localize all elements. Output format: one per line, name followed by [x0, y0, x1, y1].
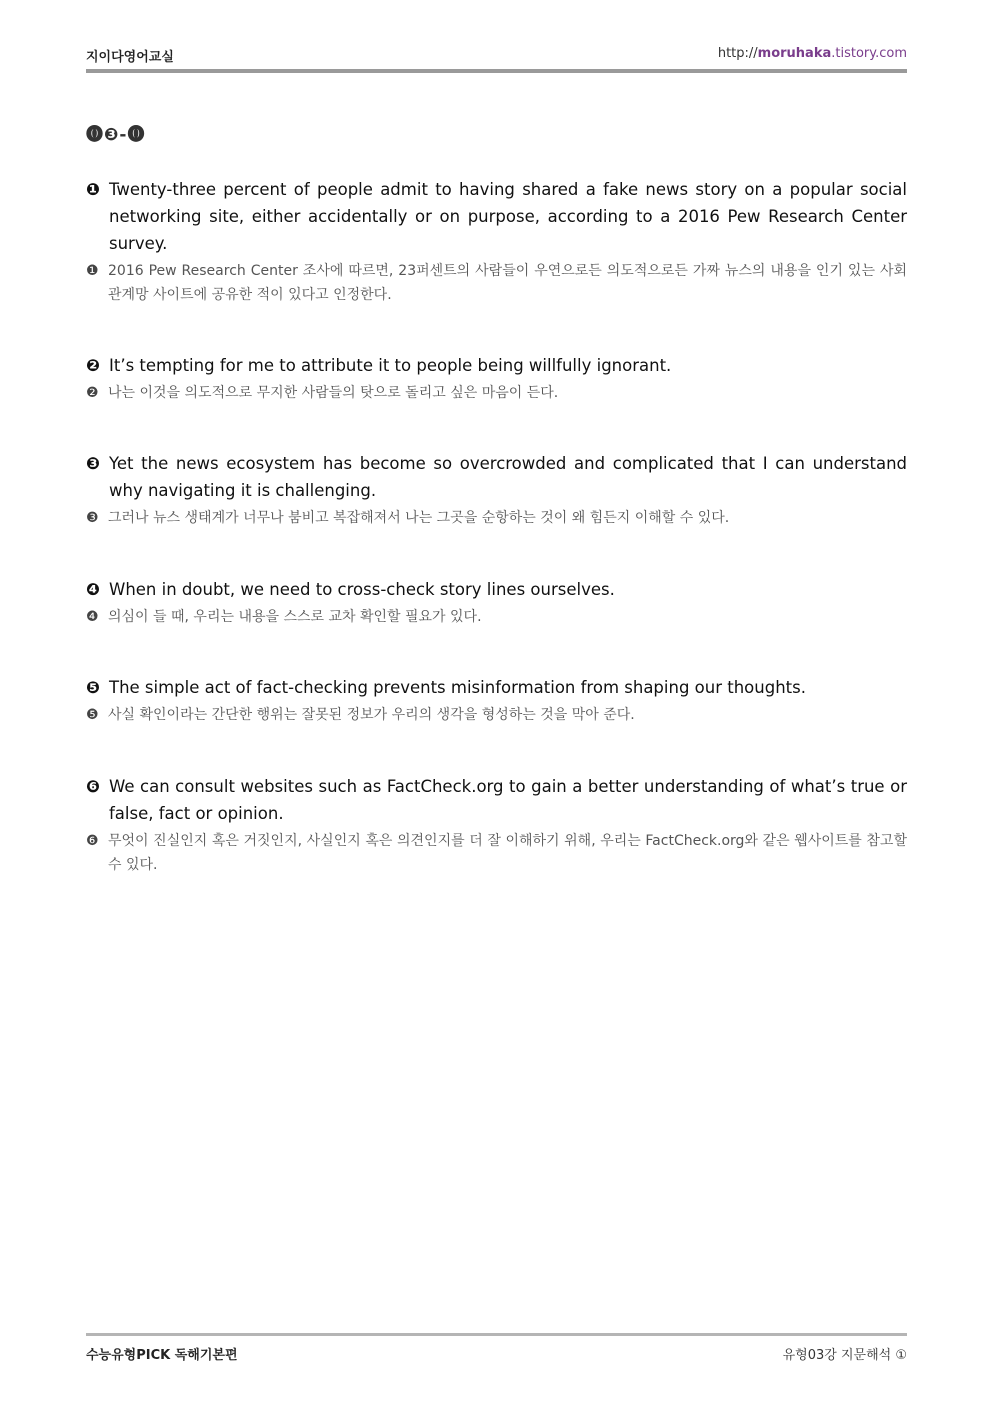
english-text: Yet the news ecosystem has become so overcrowded and complicated that I can understand why navigating it is challenging.	[109, 454, 907, 500]
sentence-number: ❷	[86, 356, 100, 375]
korean-text: 무엇이 진실인지 혹은 거짓인지, 사실인지 혹은 의견인지를 더 잘 이해하기 위해, 우리는 FactCheck.org와 같은 웹사이트를 참고할 수 있다.	[108, 833, 907, 873]
english-sentence	[86, 450, 907, 504]
book-title: 수능유형PICK 독해기본편	[86, 1348, 238, 1363]
english-text: The simple act of fact-checking prevents misinformation from shaping our thoughts.	[109, 678, 806, 697]
korean-translation	[86, 703, 907, 727]
translation-number: ❺	[86, 707, 99, 723]
korean-translation	[86, 605, 907, 629]
translation-number: ❷	[86, 385, 99, 401]
page-footer	[86, 1344, 907, 1364]
sentence-number: ❺	[86, 678, 100, 697]
url-host: moruhaka	[757, 46, 832, 61]
translation-number: ❻	[86, 833, 99, 849]
sentence-number: ❸	[86, 454, 100, 473]
page-header	[86, 44, 907, 64]
english-sentence	[86, 674, 907, 701]
sentence-item-1	[86, 176, 907, 307]
translation-number: ❶	[86, 263, 99, 279]
english-text: It’s tempting for me to attribute it to people being willfully ignorant.	[109, 356, 672, 375]
english-sentence	[86, 176, 907, 257]
korean-translation	[86, 381, 907, 405]
sentence-number: ❻	[86, 777, 100, 796]
english-sentence	[86, 352, 907, 379]
header-divider	[86, 69, 907, 73]
translation-number: ❸	[86, 510, 99, 526]
sentence-item-2	[86, 352, 907, 405]
korean-translation	[86, 259, 907, 307]
korean-text: 의심이 들 때, 우리는 내용을 스스로 교차 확인할 필요가 있다.	[108, 609, 482, 625]
english-sentence	[86, 773, 907, 827]
english-text: When in doubt, we need to cross-check story lines ourselves.	[109, 580, 615, 599]
korean-text: 2016 Pew Research Center 조사에 따르면, 23퍼센트의 사람들이 우연으로든 의도적으로든 가짜 뉴스의 내용을 인기 있는 사회관계망 사이트에 공유한 적이 있다고 인정한다.	[108, 263, 907, 303]
sentence-item-5	[86, 674, 907, 727]
korean-text: 그러나 뉴스 생태계가 너무나 붐비고 복잡해져서 나는 그곳을 순항하는 것이 왜 힘든지 이해할 수 있다.	[108, 510, 730, 526]
footer-divider	[86, 1333, 907, 1336]
site-name: 지이다영어교실	[86, 50, 174, 65]
korean-text: 나는 이것을 의도적으로 무지한 사람들의 탓으로 돌리고 싶은 마음이 든다.	[108, 385, 559, 401]
page-label: 유형03강 지문해석 ①	[782, 1348, 907, 1363]
korean-text: 사실 확인이라는 간단한 행위는 잘못된 정보가 우리의 생각을 형성하는 것을 막아 준다.	[108, 707, 635, 723]
english-text: We can consult websites such as FactCheck.org to gain a better understanding of what’s true or false, fact or opinion.	[109, 777, 907, 823]
sentence-number: ❶	[86, 180, 100, 199]
translation-number: ❹	[86, 609, 99, 625]
site-url[interactable]	[718, 46, 907, 61]
sentence-number: ❹	[86, 580, 100, 599]
sentence-item-3	[86, 450, 907, 530]
section-label: ⓿❸-⓿	[86, 125, 146, 145]
english-text: Twenty-three percent of people admit to having shared a fake news story on a popular social networking site, either accidentally or on purpose, according to a 2016 Pew Research Center survey.	[109, 180, 907, 253]
sentence-item-4	[86, 576, 907, 629]
sentence-item-6	[86, 773, 907, 877]
korean-translation	[86, 829, 907, 877]
url-suffix: .tistory.com	[831, 46, 907, 61]
url-prefix: http://	[717, 46, 758, 61]
english-sentence	[86, 576, 907, 603]
korean-translation	[86, 506, 907, 530]
